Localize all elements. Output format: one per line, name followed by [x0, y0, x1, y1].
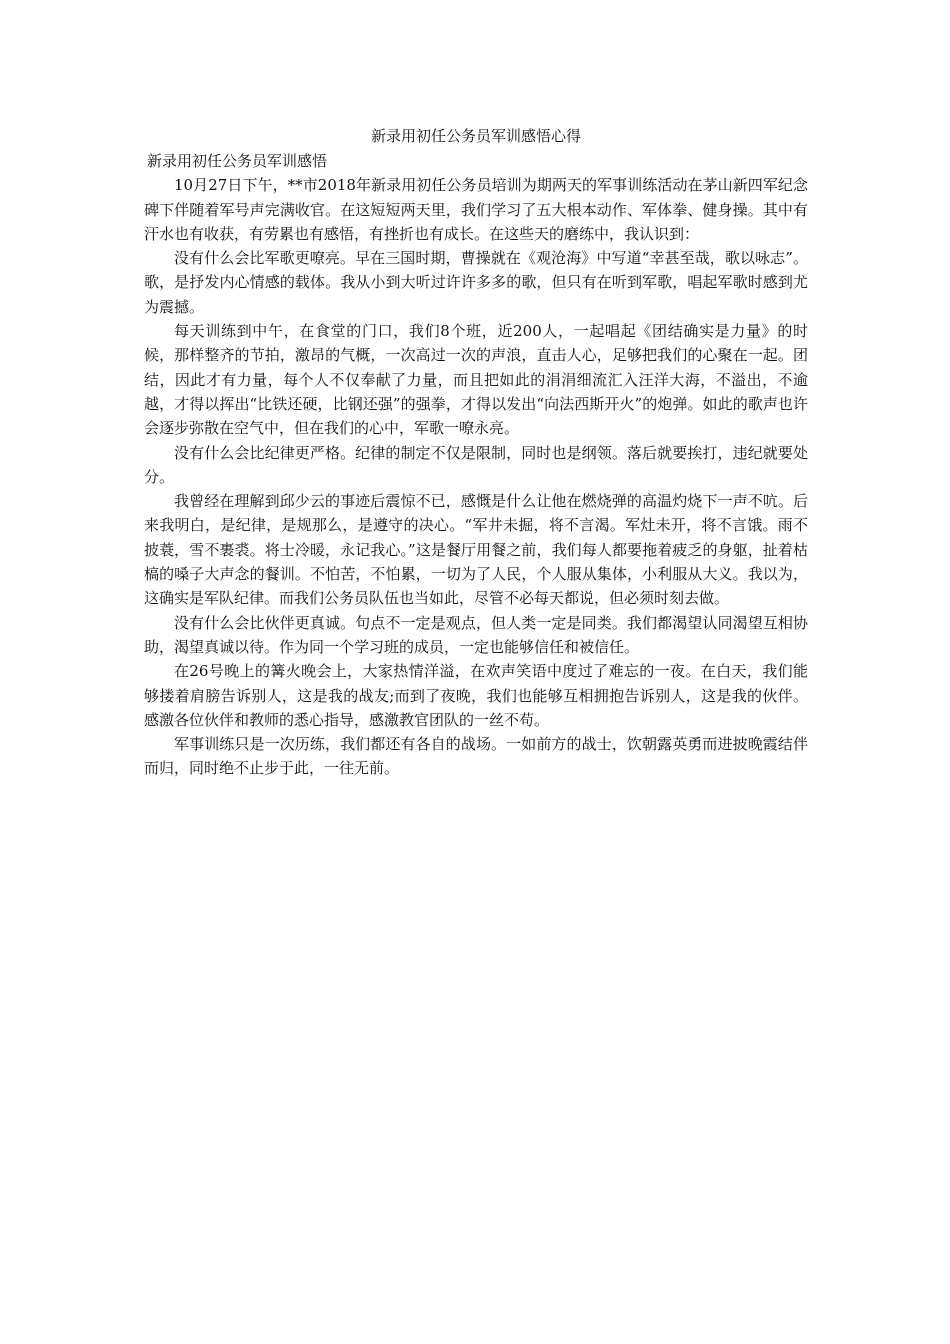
paragraph-4: 没有什么会比纪律更严格。纪律的制定不仅是限制，同时也是纲领。落后就要挨打，违纪就要处分。 [144, 443, 808, 486]
paragraph-3: 每天训练到中午，在食堂的门口，我们8个班，近200人，一起唱起《团结确实是力量》的时候，那样整齐的节拍，激昂的气概，一次高过一次的声浪，直击人心，足够把我们的心聚在一起。团结，因此才有力量，每个人不仅奉献了力量，而且把如此的涓涓细流汇入汪洋大海，不溢出，不逾越，才得以挥出“比铁还硬，比钢还强”的强拳，才得以发出“向法西斯开火”的炮弹。如此的歌声也许会逐步弥散在空气中，但在我们的心中，军歌一嘹永亮。 [144, 322, 808, 438]
paragraph-8: 军事训练只是一次历练，我们都还有各自的战场。一如前方的战士，饮朝露英勇而进披晚霞结伴而归，同时绝不止步于此，一往无前。 [144, 735, 808, 778]
document-body [144, 124, 808, 781]
document-subtitle: 新录用初任公务员军训感悟 [147, 152, 328, 170]
paragraph-6: 没有什么会比伙伴更真诚。句点不一定是观点，但人类一定是同类。我们都渴望认同渴望互相协助，渴望真诚以待。作为同一个学习班的成员，一定也能够信任和被信任。 [144, 613, 808, 656]
paragraph-1: 10月27日下午，**市2018年新录用初任公务员培训为期两天的军事训练活动在茅山新四军纪念碑下伴随着军号声完满收官。在这短短两天里，我们学习了五大根本动作、军体拳、健身操。其中有汗水也有收获，有劳累也有感悟，有挫折也有成长。在这些天的磨练中，我认识到： [144, 176, 808, 243]
paragraph-2: 没有什么会比军歌更嘹亮。早在三国时期，曹操就在《观沧海》中写道“幸甚至哉，歌以咏志”。歌，是抒发内心情感的载体。我从小到大听过许许多多的歌，但只有在听到军歌，唱起军歌时感到尤为震撼。 [144, 249, 808, 316]
paragraph-7: 在26号晚上的篝火晚会上，大家热情洋溢，在欢声笑语中度过了难忘的一夜。在白天，我们能够搂着肩膀告诉别人，这是我的战友;而到了夜晚，我们也能够互相拥抱告诉别人，这是我的伙伴。感激各位伙伴和教师的悉心指导，感激教官团队的一丝不苟。 [144, 662, 808, 729]
document-title: 新录用初任公务员军训感悟心得 [370, 127, 581, 145]
paragraph-5: 我曾经在理解到邱少云的事迹后震惊不已，感慨是什么让他在燃烧弹的高温灼烧下一声不吭。后来我明白，是纪律，是规那么，是遵守的决心。“军井未掘，将不言渴。军灶未开，将不言饿。雨不披蓑，雪不裹裘。将士冷暖，永记我心。”这是餐厅用餐之前，我们每人都要拖着疲乏的身躯，扯着枯槁的嗓子大声念的餐训。不怕苦，不怕累，一切为了人民，个人服从集体，小利服从大义。我以为，这确实是军队纪律。而我们公务员队伍也当如此，尽管不必每天都说，但必须时刻去做。 [144, 492, 808, 608]
